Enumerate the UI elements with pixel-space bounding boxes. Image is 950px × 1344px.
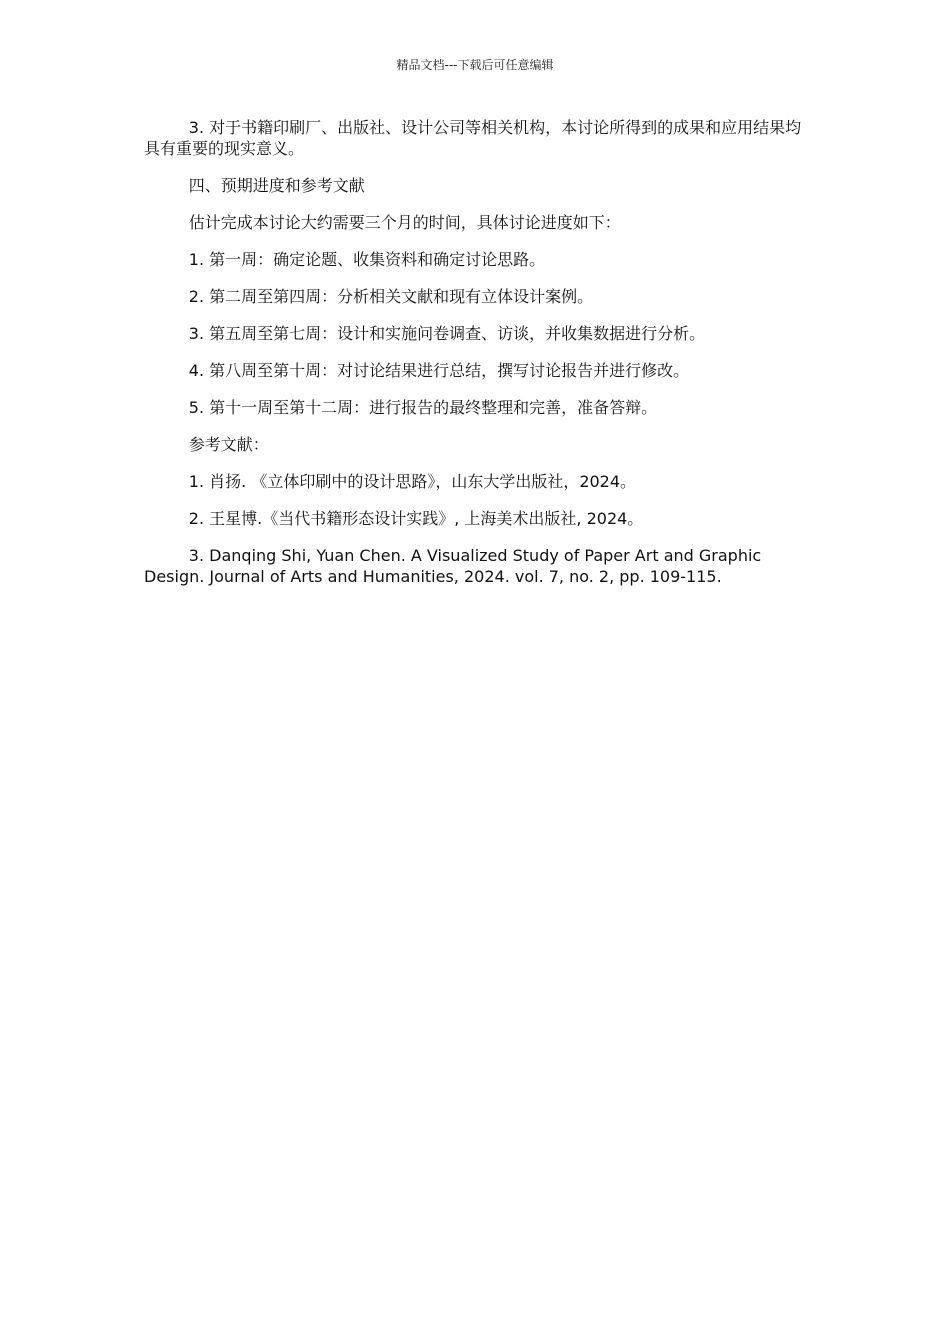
reference-item-2: 2. 王星博.《当代书籍形态设计实践》, 上海美术出版社, 2024。 [188, 509, 644, 528]
paragraph-significance: 3. 对于书籍印刷厂、出版社、设计公司等相关机构，本讨论所得到的成果和应用结果均具有重要的现实意义。 [144, 118, 802, 158]
schedule-item-5: 5. 第十一周至第十二周：进行报告的最终整理和完善，准备答辩。 [188, 398, 658, 417]
references-heading: 参考文献： [188, 435, 269, 454]
section-heading-schedule-references: 四、预期进度和参考文献 [188, 176, 365, 195]
reference-item-3: 3. Danqing Shi, Yuan Chen. A Visualized Study of Paper Art and Graphic Design. Journal of Arts and Humanities, 2024. vol. 7, no. 2, pp. 109-115. [144, 546, 762, 586]
schedule-item-4: 4. 第八周至第十周：对讨论结果进行总结，撰写讨论报告并进行修改。 [188, 361, 690, 380]
page-header: 精品文档---下载后可任意编辑 [396, 58, 554, 72]
paragraph-schedule-intro: 估计完成本讨论大约需要三个月的时间，具体讨论进度如下： [188, 213, 621, 232]
document-body [144, 117, 804, 603]
schedule-item-3: 3. 第五周至第七周：设计和实施问卷调查、访谈，并收集数据进行分析。 [188, 324, 706, 343]
schedule-item-2: 2. 第二周至第四周：分析相关文献和现有立体设计案例。 [188, 287, 594, 306]
reference-item-1: 1. 肖扬. 《立体印刷中的设计思路》，山东大学出版社，2024。 [188, 472, 637, 491]
schedule-item-1: 1. 第一周：确定论题、收集资料和确定讨论思路。 [188, 250, 546, 269]
